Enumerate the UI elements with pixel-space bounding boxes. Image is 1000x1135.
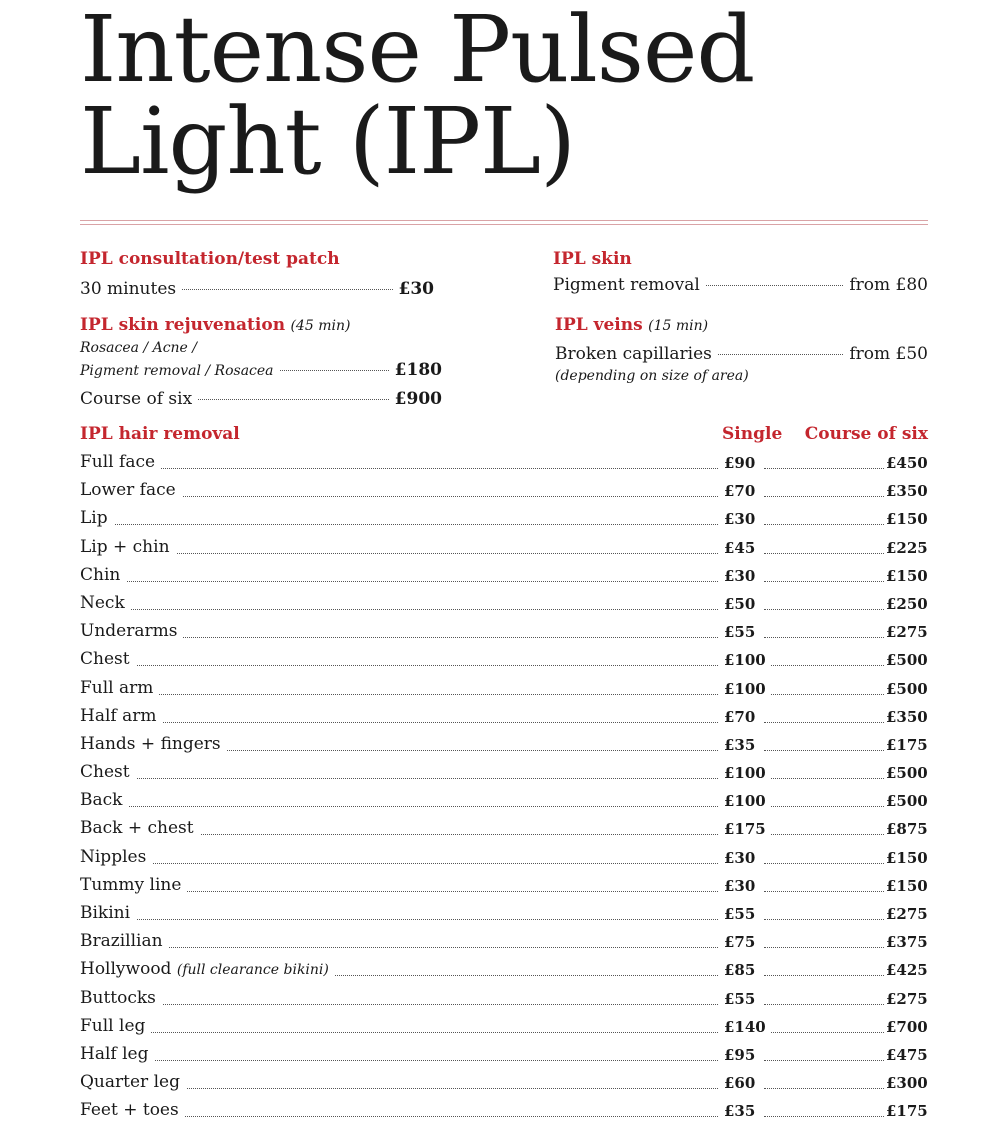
table-row [80,1072,928,1100]
leader-dots [764,778,884,779]
divider-rule-top [80,220,928,221]
treatment-area-label: Tummy line [80,874,182,895]
treatment-area-label: Lip + chin [80,536,170,557]
single-price: £30 [724,877,759,895]
rejuvenation-item [80,359,442,382]
skin-price: from £80 [849,275,928,295]
single-price: £100 [724,792,770,810]
treatment-area [80,565,126,585]
leader-dots [764,609,884,610]
course-price: £500 [886,679,928,698]
consultation-heading: IPL consultation/test patch [80,249,340,269]
leader-dots [80,609,718,610]
treatment-area [80,959,335,979]
skin-section [553,248,928,296]
course-price: £175 [886,1102,928,1121]
single-price: £70 [724,482,759,500]
course-price: £475 [886,1045,928,1064]
single-price: £55 [724,905,759,923]
table-row [80,678,928,706]
leader-dots [706,285,844,286]
leader-dots [80,665,718,666]
title-line-1: Intense Pulsed [80,0,755,103]
single-price: £175 [724,820,770,838]
rejuvenation-line-2: Pigment removal / Rosacea [80,363,274,379]
treatment-area-label: Chest [80,762,130,783]
leader-dots [764,1032,884,1033]
table-row [80,818,928,846]
table-row [80,508,928,536]
single-price: £90 [724,454,759,472]
table-row [80,875,928,903]
leader-dots [764,1060,884,1061]
leader-dots [80,694,718,695]
leader-dots [80,1032,718,1033]
treatment-area-label: Hollywood [80,959,172,980]
table-row [80,593,928,621]
treatment-area-label: Full leg [80,1015,146,1036]
single-price: £60 [724,1074,759,1092]
course-price: £275 [886,989,928,1008]
course-price: £350 [886,707,928,726]
column-header-single: Single [722,424,783,444]
rejuvenation-line-1: Rosacea / Acne / [80,340,198,356]
veins-heading [555,314,928,337]
leader-dots [764,1004,884,1005]
leader-dots [80,581,718,582]
treatment-area [80,903,136,923]
treatment-area [80,593,131,613]
table-row [80,480,928,508]
rejuvenation-heading-label: IPL skin rejuvenation [80,315,286,335]
veins-section [555,314,928,387]
leader-dots [80,468,718,469]
treatment-area [80,847,152,867]
table-row [80,903,928,931]
treatment-area-label: Back + chest [80,818,194,839]
treatment-area [80,1016,151,1036]
single-price: £100 [724,764,770,782]
leader-dots [764,947,884,948]
course-price: £150 [886,876,928,895]
treatment-area-label: Buttocks [80,987,156,1008]
leader-dots [764,863,884,864]
leader-dots [80,806,718,807]
divider-rule-bottom [80,224,928,225]
single-price: £100 [724,680,770,698]
rejuvenation-price: £180 [394,360,442,380]
treatment-area-label: Chest [80,649,130,670]
course-price: £375 [886,933,928,952]
consultation-item [80,278,434,300]
treatment-area-label: Half leg [80,1043,149,1064]
leader-dots [764,694,884,695]
leader-dots [80,1060,718,1061]
rejuvenation-duration: (45 min) [290,318,351,334]
table-row [80,649,928,677]
course-price: £175 [886,735,928,754]
treatment-area-label: Full face [80,452,156,472]
course-price: £275 [886,623,928,642]
veins-duration: (15 min) [648,318,709,334]
course-price: £150 [886,848,928,867]
treatment-area [80,706,162,726]
table-row [80,621,928,649]
course-price: £500 [886,764,928,783]
treatment-area-label: Lower face [80,480,176,501]
single-price: £35 [724,736,759,754]
leader-dots [182,289,392,290]
treatment-area-label: Full arm [80,677,154,698]
course-price: £500 [886,651,928,670]
leader-dots [764,581,884,582]
leader-dots [80,722,718,723]
leader-dots [764,919,884,920]
treatment-area-label: Underarms [80,621,178,642]
rejuvenation-section [80,314,442,410]
single-price: £55 [724,990,759,1008]
table-row [80,847,928,875]
treatment-area [80,621,183,641]
veins-item-label: Broken capillaries [555,344,712,364]
treatment-area [80,537,176,557]
leader-dots [764,834,884,835]
course-price: £450 [886,454,928,472]
table-row [80,790,928,818]
skin-item-label: Pigment removal [553,275,700,295]
single-price: £140 [724,1018,770,1036]
treatment-area-label: Bikini [80,903,131,923]
treatment-area [80,1100,185,1120]
leader-dots [80,947,718,948]
treatment-area-label: Hands + fingers [80,733,221,754]
single-price: £70 [724,708,759,726]
treatment-area-label: Lip [80,508,108,529]
skin-item [553,274,928,296]
course-price: £150 [886,510,928,529]
course-price: £700 [886,1017,928,1036]
treatment-area-label: Quarter leg [80,1072,180,1093]
treatment-area [80,931,169,951]
treatment-area [80,1072,186,1092]
treatment-area [80,649,136,669]
single-price: £35 [724,1102,759,1120]
treatment-area-label: Feet + toes [80,1100,179,1121]
treatment-area [80,508,114,528]
treatment-area [80,452,161,472]
leader-dots [764,891,884,892]
treatment-area-label: Brazillian [80,931,163,952]
single-price: £55 [724,623,759,641]
treatment-area [80,790,128,810]
table-row [80,762,928,790]
veins-heading-label: IPL veins [555,315,643,335]
leader-dots [80,919,718,920]
course-price: £500 [886,792,928,811]
table-row [80,1044,928,1072]
single-price: £30 [724,567,759,585]
rejuvenation-course-label: Course of six [80,389,193,409]
consultation-item-label: 30 minutes [80,279,177,299]
leader-dots [764,468,884,469]
rejuvenation-heading [80,314,442,337]
table-row [80,537,928,565]
single-price: £85 [724,961,759,979]
skin-heading: IPL skin [553,249,632,269]
leader-dots [764,1088,884,1089]
leader-dots [80,778,718,779]
leader-dots [80,553,718,554]
table-row [80,734,928,762]
treatment-area [80,818,200,838]
table-row [80,1016,928,1044]
leader-dots [280,370,389,371]
treatment-area [80,1044,154,1064]
leader-dots [718,354,843,355]
veins-item [555,343,928,365]
leader-dots [764,637,884,638]
title-line-2: Light (IPL) [80,88,575,195]
consultation-price: £30 [398,279,434,299]
course-price: £150 [886,566,928,585]
treatment-area-label: Chin [80,564,121,585]
page-title [80,0,755,195]
leader-dots [80,863,718,864]
table-row [80,959,928,987]
leader-dots [764,496,884,497]
table-row [80,706,928,734]
treatment-area [80,875,187,895]
leader-dots [764,665,884,666]
leader-dots [764,750,884,751]
leader-dots [80,524,718,525]
course-price: £250 [886,594,928,613]
treatment-area-label: Neck [80,592,125,613]
course-price: £875 [886,820,928,839]
treatment-area [80,762,136,782]
course-price: £275 [886,905,928,923]
consultation-section [80,248,434,300]
hair-removal-header [80,424,928,448]
treatment-area-note: (full clearance bikini) [176,962,329,979]
course-price: £350 [886,482,928,501]
leader-dots [764,1116,884,1117]
leader-dots [764,806,884,807]
single-price: £30 [724,849,759,867]
leader-dots [80,1004,718,1005]
treatment-area [80,988,162,1008]
single-price: £75 [724,933,759,951]
single-price: £100 [724,651,770,669]
course-price: £225 [886,538,928,557]
leader-dots [764,975,884,976]
veins-price: from £50 [849,344,928,364]
treatment-area [80,678,159,698]
veins-note: (depending on size of area) [555,368,749,384]
leader-dots [764,722,884,723]
single-price: £95 [724,1046,759,1064]
leader-dots [764,524,884,525]
leader-dots [198,399,388,400]
hair-removal-heading: IPL hair removal [80,424,240,444]
table-row [80,565,928,593]
single-price: £50 [724,595,759,613]
treatment-area [80,480,182,500]
treatment-area-label: Nipples [80,846,147,867]
table-row [80,988,928,1016]
leader-dots [764,553,884,554]
table-row [80,931,928,959]
column-header-course: Course of six [804,424,928,444]
treatment-area [80,734,227,754]
treatment-area-label: Half arm [80,705,157,726]
rejuvenation-course-price: £900 [394,389,442,409]
hair-removal-table [80,452,928,1129]
table-row [80,452,928,480]
table-row [80,1100,928,1128]
treatment-area-label: Back [80,790,123,811]
course-price: £425 [886,961,928,980]
course-price: £300 [886,1074,928,1093]
single-price: £30 [724,510,759,528]
rejuvenation-course [80,388,442,410]
single-price: £45 [724,539,759,557]
